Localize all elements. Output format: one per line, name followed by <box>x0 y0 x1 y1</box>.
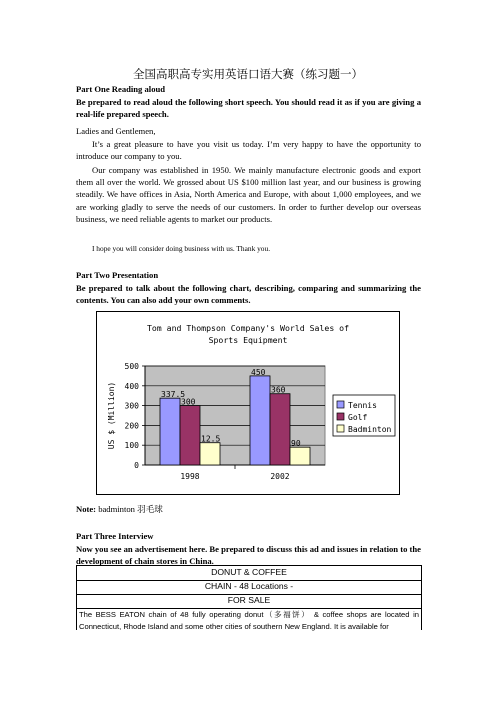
y-tick-label: 400 <box>124 381 139 391</box>
salutation: Ladies and Gentlemen, <box>76 126 156 136</box>
bar-tennis-2002 <box>250 376 270 465</box>
y-tick-label: 200 <box>124 421 139 431</box>
chart-title-line-2: Sports Equipment <box>208 335 288 345</box>
data-label: 450 <box>251 367 266 377</box>
x-tick-label: 2002 <box>270 472 290 481</box>
note-label: Note: <box>76 504 97 514</box>
legend-label: Golf <box>348 413 368 422</box>
legend-swatch <box>337 413 344 420</box>
y-axis-label: US $ (Million) <box>107 381 116 450</box>
legend-label: Badminton <box>348 425 392 434</box>
note-text: badminton 羽毛球 <box>96 504 163 514</box>
legend-swatch <box>337 425 344 432</box>
chart-title-line-1: Tom and Thompson Company's World Sales of <box>146 323 350 333</box>
ad-body-text: The BESS EATON chain of 48 fully operating donut（多福饼） & coffee shops are located in Connecticut, Rhode Island and some other cities of southern New England. It is available for <box>79 610 419 631</box>
speech-paragraph-1: It’s a great pleasure to have you visit us today. I’m very happy to have the opportunity to introduce our company to you. <box>76 139 421 162</box>
data-label: 300 <box>181 397 196 407</box>
sales-chart <box>96 311 400 495</box>
y-tick-label: 0 <box>134 461 139 470</box>
bar-chart-svg <box>97 312 399 494</box>
data-label: 12.5 <box>201 434 221 444</box>
bar-golf-1998 <box>180 406 200 465</box>
chart-note <box>76 503 421 515</box>
part-one-heading: Part One Reading aloud <box>76 84 166 94</box>
part-two-heading: Part Two Presentation <box>76 270 159 280</box>
advertisement-box <box>76 565 422 630</box>
bar-tennis-1998 <box>160 398 180 465</box>
legend-swatch <box>337 401 344 408</box>
y-tick-label: 100 <box>124 441 139 451</box>
data-label: 360 <box>271 385 286 395</box>
part-three-instruction: Now you see an advertisement here. Be prepared to discuss this ad and issues in relation to the development of chain stores in China. <box>76 544 421 567</box>
y-tick-label: 300 <box>124 401 139 411</box>
ad-for-sale: FOR SALE <box>227 595 271 605</box>
part-two-instruction: Be prepared to talk about the following chart, describing, comparing and summarizing the contents. You can also add your own comments. <box>76 283 421 306</box>
page-title: 全国高职高专实用英语口语大赛（练习题一） <box>133 69 363 81</box>
data-label: 90 <box>291 439 301 449</box>
ad-subheadline: CHAIN - 48 Locations - <box>204 581 294 591</box>
legend-label: Tennis <box>348 401 377 410</box>
speech-closing: I hope you will consider doing business with us. Thank you. <box>92 244 271 253</box>
bar-badminton-1998 <box>200 443 220 465</box>
part-one-instruction: Be prepared to read aloud the following short speech. You should read it as if you are giving a real-life prepared speech. <box>76 97 421 120</box>
bar-golf-2002 <box>270 394 290 465</box>
ad-headline: DONUT & COFFEE <box>211 567 287 577</box>
data-label: 337.5 <box>161 390 186 400</box>
part-three-heading: Part Three Interview <box>76 531 154 541</box>
bar-badminton-2002 <box>290 447 310 465</box>
y-tick-label: 500 <box>124 362 139 371</box>
speech-paragraph-2: Our company was established in 1950. We mainly manufacture electronic goods and export them all over the world. We grossed about US $100 million last year, and our business is growing steadily. We have offices in Asia, North America and Europe, with about 1,000 employees, and we are working gladly to serve the needs of our customers. In order to further develop our overseas business, we need reliable agents to market our products. <box>76 165 421 224</box>
x-tick-label: 1998 <box>180 472 200 481</box>
